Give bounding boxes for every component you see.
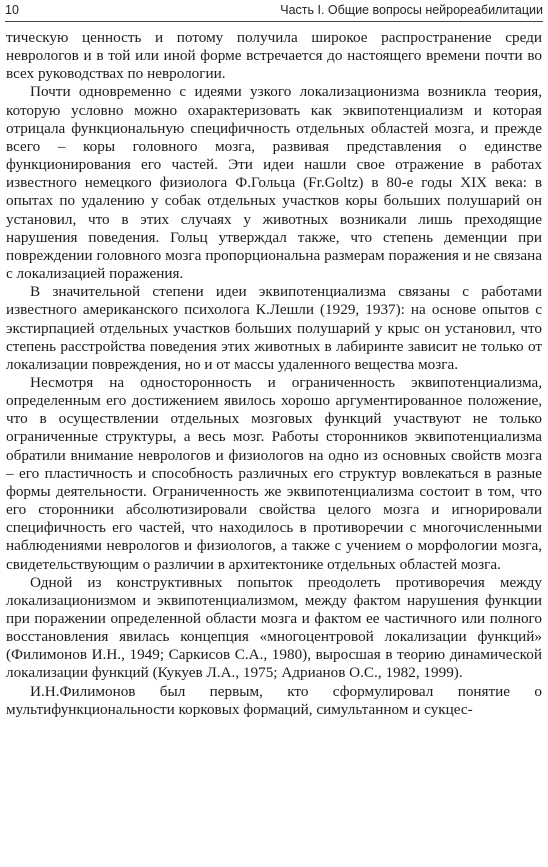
- running-title: Часть I. Общие вопросы нейрореабилитации: [280, 3, 543, 17]
- paragraph-multicentral-localization: Одной из конструктивных попыток преодолеть противоречия между локализационизмом и эквипотенциализмом, между фактом нарушения функции при поражении определенной области мозга и фактом ее частичного или полного восстановления явилась концепция «многоцентровой локализации функций» (Филимонов И.Н., 1949; Саркисов С.А., 1980), выросшая в теорию динамической локализации функций (Кукуев Л.А., 1975; Адрианов О.С., 1982, 1999).: [6, 573, 542, 682]
- paragraph-limitations: Несмотря на односторонность и ограниченность эквипотенциализма, определенным его достижением явилось хорошо аргументированное положение, что в осуществлении отдельных мозговых функций участвуют не только ограниченные структуры, а весь мозг. Работы сторонников эквипотенциализма обратили внимание неврологов и физиологов на одно из основных свойств мозга – его пластичность и способность различных его структур вовлекаться в разные формы деятельности. Ограниченность же эквипотенциализма состоит в том, что его сторонники абсолютизировали свойства целого мозга и игнорировали специфичность его частей, что находилось в противоречии с многочисленными наблюдениями неврологов и физиологов, а также с учением о морфологии мозга, свидетельствующим о различии в архитектонике отдельных областей мозга.: [6, 373, 542, 573]
- page-header: [5, 0, 543, 22]
- paragraph-equipotentialism-origin: Почти одновременно с идеями узкого локализационизма возникла теория, которую условно можно охарактеризовать как эквипотенциализм и которая отрицала функциональную специфичность отдельных областей мозга, и прежде всего – коры головного мозга, развивая представления о единстве функционирования его частей. Эти идеи нашли свое отражение в работах известного немецкого физиолога Ф.Гольца (Fr.Goltz) в 80-е годы XIX века: в опытах по удалению у собак отдельных участков коры больших полушарий он установил, что в этих случаях у животных возникали лишь преходящие нарушения поведения. Гольц утверждал также, что степень деменции при повреждении головного мозга пропорциональна размерам поражения и не связана с локализацией поражения.: [6, 83, 542, 283]
- page-number: 10: [5, 3, 19, 17]
- paragraph-continuation: тическую ценность и потому получила широкое распространение среди неврологов и в той или иной форме встречается до настоящего времени почти во всех руководствах по неврологии.: [6, 29, 542, 83]
- paragraph-filimonov: И.Н.Филимонов был первым, кто сформулировал понятие о мультифункциональности корковых формаций, симультанном и сукцес-: [6, 682, 542, 718]
- body-text: [6, 29, 542, 719]
- paragraph-lashley: В значительной степени идеи эквипотенциализма связаны с работами известного американского психолога К.Лешли (1929, 1937): на основе опытов с экстирпацией отдельных участков больших полушарий у крыс он установил, что степень расстройства поведения этих животных в лабиринте зависит не только от локализации повреждения, но и от массы удаленного вещества мозга.: [6, 283, 542, 373]
